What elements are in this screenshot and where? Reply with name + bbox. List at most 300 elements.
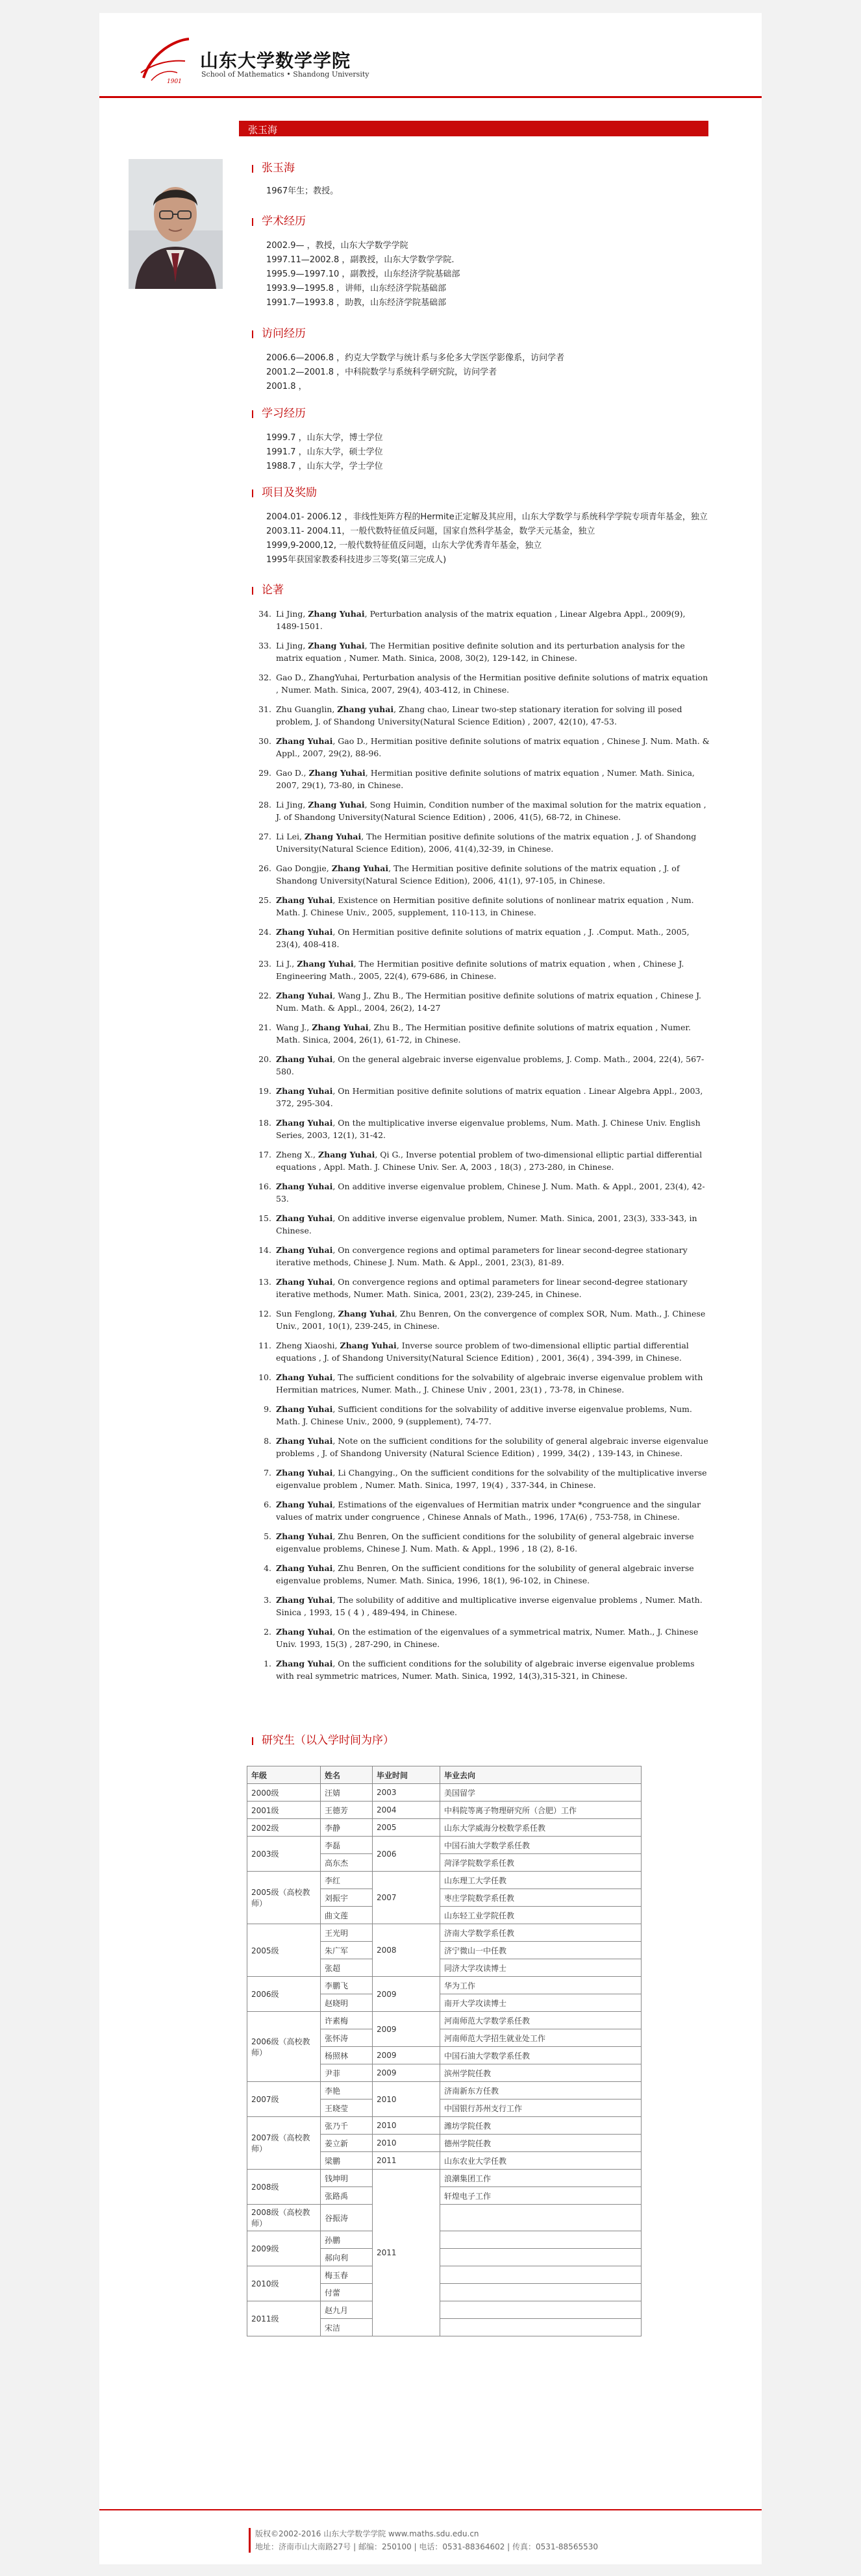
column-header: 年级: [247, 1766, 321, 1784]
paper-author-highlight: Zhang Yuhai: [276, 1118, 333, 1128]
cell-grade: 2000级: [247, 1784, 321, 1802]
list-item: 2002.9— ，教授，山东大学数学学院: [266, 241, 408, 251]
cell-year: 2004: [373, 1802, 440, 1819]
paper-text: , The Hermitian positive definite solution and its perturbation analysis for the matrix equation , Numer. Math. Sinica, 2008, 30(2), 129-142, in Chinese.: [276, 641, 685, 663]
paper-item: [252, 1657, 710, 1682]
paper-item: [252, 735, 710, 760]
cell-dest: 济南新东方任教: [440, 2082, 642, 2099]
cell-name: 李静: [321, 1819, 373, 1837]
table-row: [247, 2205, 642, 2231]
portrait-image: [129, 159, 223, 289]
paper-item: [252, 671, 710, 696]
cell-name: 钱坤明: [321, 2170, 373, 2187]
column-header: 姓名: [321, 1766, 373, 1784]
paper-text: Wang J.,: [276, 1022, 312, 1032]
section-body-study: [266, 431, 709, 474]
list-item: 2001.8 ，: [266, 382, 307, 391]
cell-grade: 2009级: [247, 2231, 321, 2266]
cell-year: 2005: [373, 1819, 440, 1837]
site-subtitle: School of Mathematics • Shandong University: [201, 70, 369, 79]
cell-dest: 浪潮集团工作: [440, 2170, 642, 2187]
section-heading-study: 学习经历: [252, 406, 709, 421]
list-item: 2003.11- 2004.11，一般代数特征值反问题，国家自然科学基金，数学天元基金，独立: [266, 526, 595, 536]
section-visits: [252, 327, 709, 394]
paper-item: [252, 1180, 710, 1205]
cell-name: 李红: [321, 1872, 373, 1889]
cell-name: 梁鹏: [321, 2152, 373, 2170]
paper-text: , On additive inverse eigenvalue problem, Chinese J. Num. Math. & Appl., 2001, 23(4), 42-53.: [276, 1182, 705, 1204]
profile-photo: [129, 159, 223, 289]
paper-text: , Hermitian positive definite solutions of matrix equation , Numer. Math. Sinica, 2007, 29(1), 73-80, in Chinese.: [276, 768, 695, 790]
paper-author-highlight: Zhang Yuhai: [276, 1182, 333, 1191]
paper-author-highlight: Zhang Yuhai: [304, 832, 362, 841]
cell-grade: 2007级: [247, 2082, 321, 2117]
page-title-bar: [239, 121, 708, 136]
paper-author-highlight: Zhang Yuhai: [276, 927, 333, 937]
paper-text: , Existence on Hermitian positive definite solutions of nonlinear matrix equation , Num. Math. J. Chinese Univ., 2005, supplement, 110-113, in Chinese.: [276, 895, 694, 917]
paper-author-highlight: Zhang Yuhai: [331, 863, 389, 873]
paper-number: 6.: [264, 1500, 271, 1509]
paper-author-highlight: Zhang Yuhai: [312, 1022, 369, 1032]
table-row: [247, 1784, 642, 1802]
paper-text: , Zhu Benren, On the convergence of complex SOR, Num. Math., J. Chinese Univ., 2001, 10(1), 239-245, in Chinese.: [276, 1309, 706, 1331]
students-table: [247, 1766, 642, 2336]
paper-item: [252, 1148, 710, 1173]
cell-grade: 2006级: [247, 1977, 321, 2012]
section-papers: [252, 583, 710, 1689]
cell-year: 2010: [373, 2117, 440, 2135]
paper-number: 32.: [258, 673, 271, 682]
paper-author-highlight: Zhang Yuhai: [308, 800, 365, 810]
paper-author-highlight: Zhang Yuhai: [276, 1245, 333, 1255]
table-row: [247, 2082, 642, 2099]
cell-grade: 2003级: [247, 1837, 321, 1872]
paper-text: Sun Fenglong,: [276, 1309, 338, 1319]
cell-grade: 2001级: [247, 1802, 321, 1819]
paper-text: , On the general algebraic inverse eigenvalue problems, J. Comp. Math., 2004, 22(4), 567-580.: [276, 1054, 705, 1076]
cell-name: 李艳: [321, 2082, 373, 2099]
paper-number: 5.: [264, 1531, 271, 1541]
paper-number: 29.: [258, 768, 271, 778]
birth-title-line: 1967年生；教授。: [266, 186, 339, 196]
list-item: 1995.9—1997.10 ，副教授，山东经济学院基础部: [266, 269, 460, 279]
cell-name: 汪婧: [321, 1784, 373, 1802]
cell-name: 刘振宇: [321, 1889, 373, 1907]
section-study: [252, 406, 709, 474]
paper-text: , On the multiplicative inverse eigenvalue problems, Num. Math. J. Chinese Univ. English Series, 2003, 12(1), 31-42.: [276, 1118, 701, 1140]
cell-dest: [440, 2301, 642, 2319]
paper-text: Li Lei,: [276, 832, 305, 841]
paper-number: 9.: [264, 1404, 271, 1414]
paper-author-highlight: Zhang Yuhai: [308, 609, 365, 619]
paper-item: [252, 1467, 710, 1491]
paper-text: , The Hermitian positive definite solutions of the matrix equation , J. of Shandong University(Natural Science Edition), 2006, 41(1), 97-105, in Chinese.: [276, 863, 680, 886]
paper-item: [252, 1562, 710, 1587]
paper-number: 34.: [258, 609, 271, 619]
cell-dest: 同济大学攻读博士: [440, 1959, 642, 1977]
university-logo-icon[interactable]: [138, 34, 190, 86]
paper-author-highlight: Zhang Yuhai: [276, 1659, 333, 1668]
cell-name: 张怀涛: [321, 2029, 373, 2047]
list-item: 2004.01- 2006.12 ，非线性矩阵方程的Hermite正定解及其应用，山东大学数学与系统科学学院专项青年基金，独立: [266, 512, 708, 522]
cell-dest: 河南师范大学数学系任教: [440, 2012, 642, 2029]
cell-year: 2009: [373, 2064, 440, 2082]
paper-text: , Song Huimin, Condition number of the maximal solution for the matrix equation , J. of Shandong University(Natural Science Edition) , 2006, 41(5), 68-72, in Chinese.: [276, 800, 706, 822]
site-footer: [249, 2524, 638, 2555]
list-item: 1999,9-2000,12, 一般代数特征值反问题，山东大学优秀青年基金，独立: [266, 541, 542, 551]
cell-name: 李磊: [321, 1837, 373, 1854]
paper-item: [252, 1594, 710, 1618]
paper-text: , The sufficient conditions for the solvability of algebraic inverse eigenvalue problem with Hermitian matrices, Numer. Math., J. Chinese Univ , 2001, 23(1) , 73-78, in Chinese.: [276, 1372, 703, 1394]
table-row: [247, 2301, 642, 2319]
paper-item: [252, 1307, 710, 1332]
page: [99, 13, 762, 2564]
paper-item: [252, 1530, 710, 1555]
section-body-name: [266, 184, 709, 199]
paper-item: [252, 1021, 710, 1046]
paper-number: 26.: [258, 863, 271, 873]
paper-text: , Gao D., Hermitian positive definite solutions of matrix equation , Chinese J. Num. Math. & Appl., 2007, 29(2), 88-96.: [276, 736, 710, 758]
paper-author-highlight: Zhang Yuhai: [276, 1595, 333, 1605]
cell-year: 2011: [373, 2170, 440, 2336]
paper-number: 27.: [258, 832, 271, 841]
paper-item: [252, 894, 710, 919]
list-item: 1991.7 ，山东大学，硕士学位: [266, 447, 383, 457]
cell-grade: 2011级: [247, 2301, 321, 2336]
paper-item: [252, 958, 710, 982]
section-heading-projects: 项目及奖励: [252, 486, 709, 500]
paper-author-highlight: Zhang Yuhai: [276, 1468, 333, 1478]
table-row: [247, 1802, 642, 1819]
paper-text: , Zhu Benren, On the sufficient conditions for the solubility of general algebraic inverse eigenvalue problems, Chinese J. Num. Math. & Appl., 1996 , 18 (2), 8-16.: [276, 1531, 694, 1554]
cell-dest: 山东农业大学任教: [440, 2152, 642, 2170]
section-body-visits: [266, 351, 709, 394]
header-divider: [99, 96, 762, 98]
page-title: 张玉海: [248, 124, 278, 136]
cell-grade: 2006级（高校教师）: [247, 2012, 321, 2082]
logo-year: 1901: [167, 79, 182, 85]
cell-name: 郝向利: [321, 2249, 373, 2266]
paper-list: [252, 608, 710, 1682]
section-projects: [252, 486, 709, 567]
column-header: 毕业时间: [373, 1766, 440, 1784]
paper-number: 31.: [258, 704, 271, 714]
paper-number: 30.: [258, 736, 271, 746]
paper-author-highlight: Zhang Yuhai: [340, 1341, 397, 1350]
cell-dest: 山东大学威海分校数学系任教: [440, 1819, 642, 1837]
paper-text: , The solubility of additive and multiplicative inverse eigenvalue problems , Numer. Math. Sinica , 1993, 15 ( 4 ) , 489-494, in Chinese.: [276, 1595, 703, 1617]
paper-number: 8.: [264, 1436, 271, 1446]
paper-text: , Note on the sufficient conditions for the solubility of general algebraic inverse eigenvalue problems , J. of Shandong University (Natural Science Edition) , 1999, 34(2) , 139-143, in Chinese.: [276, 1436, 708, 1458]
cell-dest: 山东轻工业学院任教: [440, 1907, 642, 1924]
footer-copyright: 版权©2002-2016 山东大学数学学院 www.maths.sdu.edu.cn: [255, 2529, 479, 2538]
list-item: 1991.7—1993.8 ，助教，山东经济学院基础部: [266, 298, 447, 308]
paper-text: Zheng Xiaoshi,: [276, 1341, 340, 1350]
paper-item: [252, 767, 710, 791]
paper-text: , Wang J., Zhu B., The Hermitian positive definite solutions of matrix equation , Chinese J. Num. Math. & Appl., 2004, 26(2), 14-27: [276, 991, 702, 1013]
table-row: [247, 1872, 642, 1889]
paper-number: 23.: [258, 959, 271, 969]
cell-name: 付蕾: [321, 2284, 373, 2301]
paper-text: Zheng X.,: [276, 1150, 318, 1159]
paper-author-highlight: Zhang Yuhai: [276, 1213, 333, 1223]
paper-text: Li Jing,: [276, 641, 308, 650]
cell-name: 谷振涛: [321, 2205, 373, 2231]
paper-text: Gao D., ZhangYuhai, Perturbation analysis of the Hermitian positive definite solutions of matrix equation , Numer. Math. Sinica, 2007, 29(4), 403-412, in Chinese.: [276, 673, 708, 695]
cell-dest: 济南大学数学系任教: [440, 1924, 642, 1942]
section-students: [251, 1733, 710, 2333]
cell-grade: 2005级: [247, 1924, 321, 1977]
paper-item: [252, 1085, 710, 1109]
section-body-projects: [266, 510, 709, 567]
paper-item: [252, 989, 710, 1014]
paper-item: [252, 1498, 710, 1523]
table-row: [247, 1837, 642, 1854]
cell-name: 张路禹: [321, 2187, 373, 2205]
paper-author-highlight: Zhang Yuhai: [276, 991, 333, 1000]
paper-number: 14.: [258, 1245, 271, 1255]
paper-item: [252, 830, 710, 855]
paper-number: 10.: [258, 1372, 271, 1382]
paper-author-highlight: Zhang Yuhai: [318, 1150, 375, 1159]
paper-text: , Zhang chao, Linear two-step stationary iteration for solving ill posed problem, J. of Shandong University(Natural Science Edition) , 2007, 42(10), 47-53.: [276, 704, 682, 726]
paper-author-highlight: Zhang Yuhai: [276, 736, 333, 746]
paper-text: , Sufficient conditions for the solvability of additive inverse eigenvalue problems, Num. Math. J. Chinese Univ., 2000, 9 (supplement), 74-77.: [276, 1404, 692, 1426]
section-heading-papers: 论著: [252, 583, 710, 597]
paper-author-highlight: Zhang Yuhai: [276, 1372, 333, 1382]
paper-text: Li Jing,: [276, 609, 308, 619]
paper-text: , On convergence regions and optimal parameters for linear second-degree stationary iterative methods, Numer. Math. Sinica, 2001, 23(2), 239-245, in Chinese.: [276, 1277, 688, 1299]
cell-name: 曲文莲: [321, 1907, 373, 1924]
cell-year: 2009: [373, 2012, 440, 2047]
cell-year: 2003: [373, 1784, 440, 1802]
cell-dest: 美国留学: [440, 1784, 642, 1802]
cell-name: 赵晓明: [321, 1994, 373, 2012]
cell-name: 许素梅: [321, 2012, 373, 2029]
paper-author-highlight: Zhang Yuhai: [276, 1531, 333, 1541]
paper-item: [252, 639, 710, 664]
paper-number: 17.: [258, 1150, 271, 1159]
paper-text: , On Hermitian positive definite solutions of matrix equation . Linear Algebra Appl., 2003, 372, 295-304.: [276, 1086, 703, 1108]
list-item: 2006.6—2006.8 ，约克大学数学与统计系与多伦多大学医学影像系，访问学者: [266, 353, 565, 363]
cell-dest: 华为工作: [440, 1977, 642, 1994]
cell-name: 张超: [321, 1959, 373, 1977]
cell-dest: 菏泽学院数学系任教: [440, 1854, 642, 1872]
paper-number: 1.: [264, 1659, 271, 1668]
cell-name: 杨照林: [321, 2047, 373, 2064]
paper-number: 33.: [258, 641, 271, 650]
list-item: 1995年获国家教委科技进步三等奖(第三完成人): [266, 555, 447, 565]
paper-text: , Inverse source problem of two-dimensional elliptic partial differential equations , J. of Shandong University(Natural Science Edition) , 2001, 36(4) , 394-399, in Chinese.: [276, 1341, 689, 1363]
footer-address: 地址：济南市山大南路27号 | 邮编：250100 | 电话：0531-88364602 | 传真：0531-88565530: [255, 2542, 598, 2551]
list-item: 1993.9—1995.8 ，讲师，山东经济学院基础部: [266, 284, 447, 293]
cell-dest: 枣庄学院数学系任教: [440, 1889, 642, 1907]
column-header: 毕业去向: [440, 1766, 642, 1784]
table-row: [247, 1819, 642, 1837]
section-body-academic: [266, 239, 709, 310]
cell-year: 2009: [373, 1977, 440, 2012]
paper-text: , On Hermitian positive definite solutions of matrix equation , J. .Comput. Math., 2005, 23(4), 408-418.: [276, 927, 690, 949]
cell-dest: 滨州学院任教: [440, 2064, 642, 2082]
table-header-row: [247, 1766, 642, 1784]
paper-number: 20.: [258, 1054, 271, 1064]
paper-item: [252, 1117, 710, 1141]
cell-name: 尹菲: [321, 2064, 373, 2082]
paper-text: , Estimations of the eigenvalues of Hermitian matrix under *congruence and the singular values of matrix under congruence , Chinese Annals of Math., 1996, 17A(6) , 753-758, in Chinese.: [276, 1500, 701, 1522]
cell-dest: 德州学院任教: [440, 2135, 642, 2152]
cell-dest: 中科院等离子物理研究所（合肥）工作: [440, 1802, 642, 1819]
cell-name: 赵九月: [321, 2301, 373, 2319]
cell-dest: 中国石油大学数学系任教: [440, 1837, 642, 1854]
cell-dest: 济宁微山一中任教: [440, 1942, 642, 1959]
list-item: 1997.11—2002.8 ，副教授，山东大学数学学院.: [266, 255, 455, 265]
list-item: 1999.7 ，山东大学，博士学位: [266, 433, 383, 443]
cell-year: 2008: [373, 1924, 440, 1977]
cell-grade: 2010级: [247, 2266, 321, 2301]
cell-dest: [440, 2231, 642, 2249]
paper-number: 18.: [258, 1118, 271, 1128]
paper-author-highlight: Zhang Yuhai: [276, 1054, 333, 1064]
paper-text: , The Hermitian positive definite solutions of matrix equation , when , Chinese J. Engineering Math., 2005, 22(4), 679-686, in Chinese.: [276, 959, 684, 981]
table-row: [247, 2012, 642, 2029]
cell-name: 李鹏飞: [321, 1977, 373, 1994]
paper-number: 16.: [258, 1182, 271, 1191]
paper-number: 15.: [258, 1213, 271, 1223]
cell-name: 姜立新: [321, 2135, 373, 2152]
paper-number: 12.: [258, 1309, 271, 1319]
paper-number: 2.: [264, 1627, 271, 1637]
paper-number: 3.: [264, 1595, 271, 1605]
paper-text: Zhu Guanglin,: [276, 704, 338, 714]
paper-item: [252, 1435, 710, 1459]
cell-grade: 2008级: [247, 2170, 321, 2205]
cell-dest: 中国石油大学数学系任教: [440, 2047, 642, 2064]
cell-dest: 轩煌电子工作: [440, 2187, 642, 2205]
cell-dest: 河南师范大学招生就业处工作: [440, 2029, 642, 2047]
section-heading-visits: 访问经历: [252, 327, 709, 341]
paper-text: , The Hermitian positive definite solutions of the matrix equation , J. of Shandong University(Natural Science Edition), 2006, 41(4),32-39, in Chinese.: [276, 832, 697, 854]
section-heading-name: 张玉海: [252, 161, 709, 175]
paper-author-highlight: Zhang Yuhai: [276, 1404, 333, 1414]
cell-name: 朱广军: [321, 1942, 373, 1959]
paper-text: , Perturbation analysis of the matrix equation , Linear Algebra Appl., 2009(9), 1489-1501.: [276, 609, 686, 631]
cell-dest: [440, 2319, 642, 2336]
paper-text: , Li Changying., On the sufficient conditions for the solvability of the multiplicative inverse eigenvalue problem , Numer. Math. Sinica, 1997, 19(4) , 337-344, in Chinese.: [276, 1468, 707, 1490]
paper-item: [252, 926, 710, 950]
cell-name: 宋洁: [321, 2319, 373, 2336]
section-academic: [252, 214, 709, 310]
paper-item: [252, 1626, 710, 1650]
paper-text: Gao Dongjie,: [276, 863, 332, 873]
cell-name: 孙鹏: [321, 2231, 373, 2249]
paper-item: [252, 799, 710, 823]
paper-author-highlight: Zhang Yuhai: [276, 1563, 333, 1573]
section-name: [252, 161, 709, 199]
cell-year: 2007: [373, 1872, 440, 1924]
paper-item: [252, 703, 710, 728]
cell-grade: 2005级（高校教师）: [247, 1872, 321, 1924]
paper-text: , Qi G., Inverse potential problem of two-dimensional elliptic partial differential equations , Appl. Math. J. Chinese Univ. Ser. A, 2003 , 18(3) , 273-280, in Chinese.: [276, 1150, 703, 1172]
cell-grade: 2008级（高校教师）: [247, 2205, 321, 2231]
paper-text: , Zhu Benren, On the sufficient conditions for the solubility of general algebraic inverse eigenvalue problems, Numer. Math. Sinica, 1996, 18(1), 96-102, in Chinese.: [276, 1563, 694, 1585]
paper-author-highlight: Zhang Yuhai: [276, 1086, 333, 1096]
cell-dest: [440, 2284, 642, 2301]
paper-author-highlight: Zhang Yuhai: [276, 1627, 333, 1637]
cell-dest: 潍坊学院任教: [440, 2117, 642, 2135]
section-heading-academic: 学术经历: [252, 214, 709, 229]
site-title[interactable]: 山东大学数学学院: [200, 50, 351, 71]
cell-year: 2010: [373, 2135, 440, 2152]
table-row: [247, 1977, 642, 1994]
paper-text: , Zhu B., The Hermitian positive definite solutions of matrix equation , Numer. Math. Sinica, 2004, 26(1), 61-72, in Chinese.: [276, 1022, 691, 1045]
paper-text: , On additive inverse eigenvalue problem, Numer. Math. Sinica, 2001, 23(3), 333-343, in Chinese.: [276, 1213, 697, 1235]
cell-name: 梅玉春: [321, 2266, 373, 2284]
paper-item: [252, 1276, 710, 1300]
cell-name: 高东杰: [321, 1854, 373, 1872]
list-item: 2001.2—2001.8 ，中科院数学与系统科学研究院，访问学者: [266, 367, 497, 377]
paper-text: Li Jing,: [276, 800, 308, 810]
cell-year: 2009: [373, 2047, 440, 2064]
paper-text: Li J.,: [276, 959, 297, 969]
paper-item: [252, 1403, 710, 1428]
paper-author-highlight: Zhang Yuhai: [276, 1277, 333, 1287]
table-row: [247, 2266, 642, 2284]
cell-name: 张乃千: [321, 2117, 373, 2135]
paper-number: 4.: [264, 1563, 271, 1573]
paper-text: Gao D.,: [276, 768, 309, 778]
paper-text: , On convergence regions and optimal parameters for linear second-degree stationary iterative methods, Chinese J. Num. Math. & Appl., 2001, 23(3), 81-89.: [276, 1245, 688, 1267]
cell-dest: 山东理工大学任教: [440, 1872, 642, 1889]
paper-item: [252, 1244, 710, 1269]
list-item: 1988.7 ，山东大学，学士学位: [266, 462, 383, 471]
cell-dest: 中国银行苏州支行工作: [440, 2099, 642, 2117]
paper-item: [252, 862, 710, 887]
paper-number: 25.: [258, 895, 271, 905]
paper-author-highlight: Zhang Yuhai: [308, 641, 365, 650]
cell-dest: [440, 2249, 642, 2266]
paper-item: [252, 608, 710, 632]
paper-author-highlight: Zhang Yuhai: [276, 895, 333, 905]
cell-grade: 2007级（高校教师）: [247, 2117, 321, 2170]
cell-dest: 南开大学攻读博士: [440, 1994, 642, 2012]
paper-number: 13.: [258, 1277, 271, 1287]
cell-name: 王光明: [321, 1924, 373, 1942]
site-header: [99, 13, 762, 97]
cell-year: 2010: [373, 2082, 440, 2117]
paper-item: [252, 1371, 710, 1396]
paper-author-highlight: Zhang yuhai: [337, 704, 394, 714]
paper-number: 11.: [258, 1341, 271, 1350]
section-heading-students: 研究生（以入学时间为序）: [252, 1733, 710, 1748]
paper-author-highlight: Zhang Yuhai: [276, 1500, 333, 1509]
paper-item: [252, 1339, 710, 1364]
students-table-body: [247, 1784, 642, 2336]
paper-text: , On the estimation of the eigenvalues of a symmetrical matrix, Numer. Math., J. Chinese Univ. 1993, 15(3) , 287-290, in Chinese.: [276, 1627, 699, 1649]
cell-name: 王晓莹: [321, 2099, 373, 2117]
table-row: [247, 2231, 642, 2249]
cell-year: 2006: [373, 1837, 440, 1872]
paper-number: 24.: [258, 927, 271, 937]
cell-grade: 2002级: [247, 1819, 321, 1837]
paper-number: 28.: [258, 800, 271, 810]
table-row: [247, 2170, 642, 2187]
paper-number: 21.: [258, 1022, 271, 1032]
footer-divider: [99, 2509, 762, 2510]
paper-author-highlight: Zhang Yuhai: [308, 768, 366, 778]
footer-accent-bar: [249, 2528, 251, 2553]
cell-name: 王德芳: [321, 1802, 373, 1819]
paper-author-highlight: Zhang Yuhai: [276, 1436, 333, 1446]
